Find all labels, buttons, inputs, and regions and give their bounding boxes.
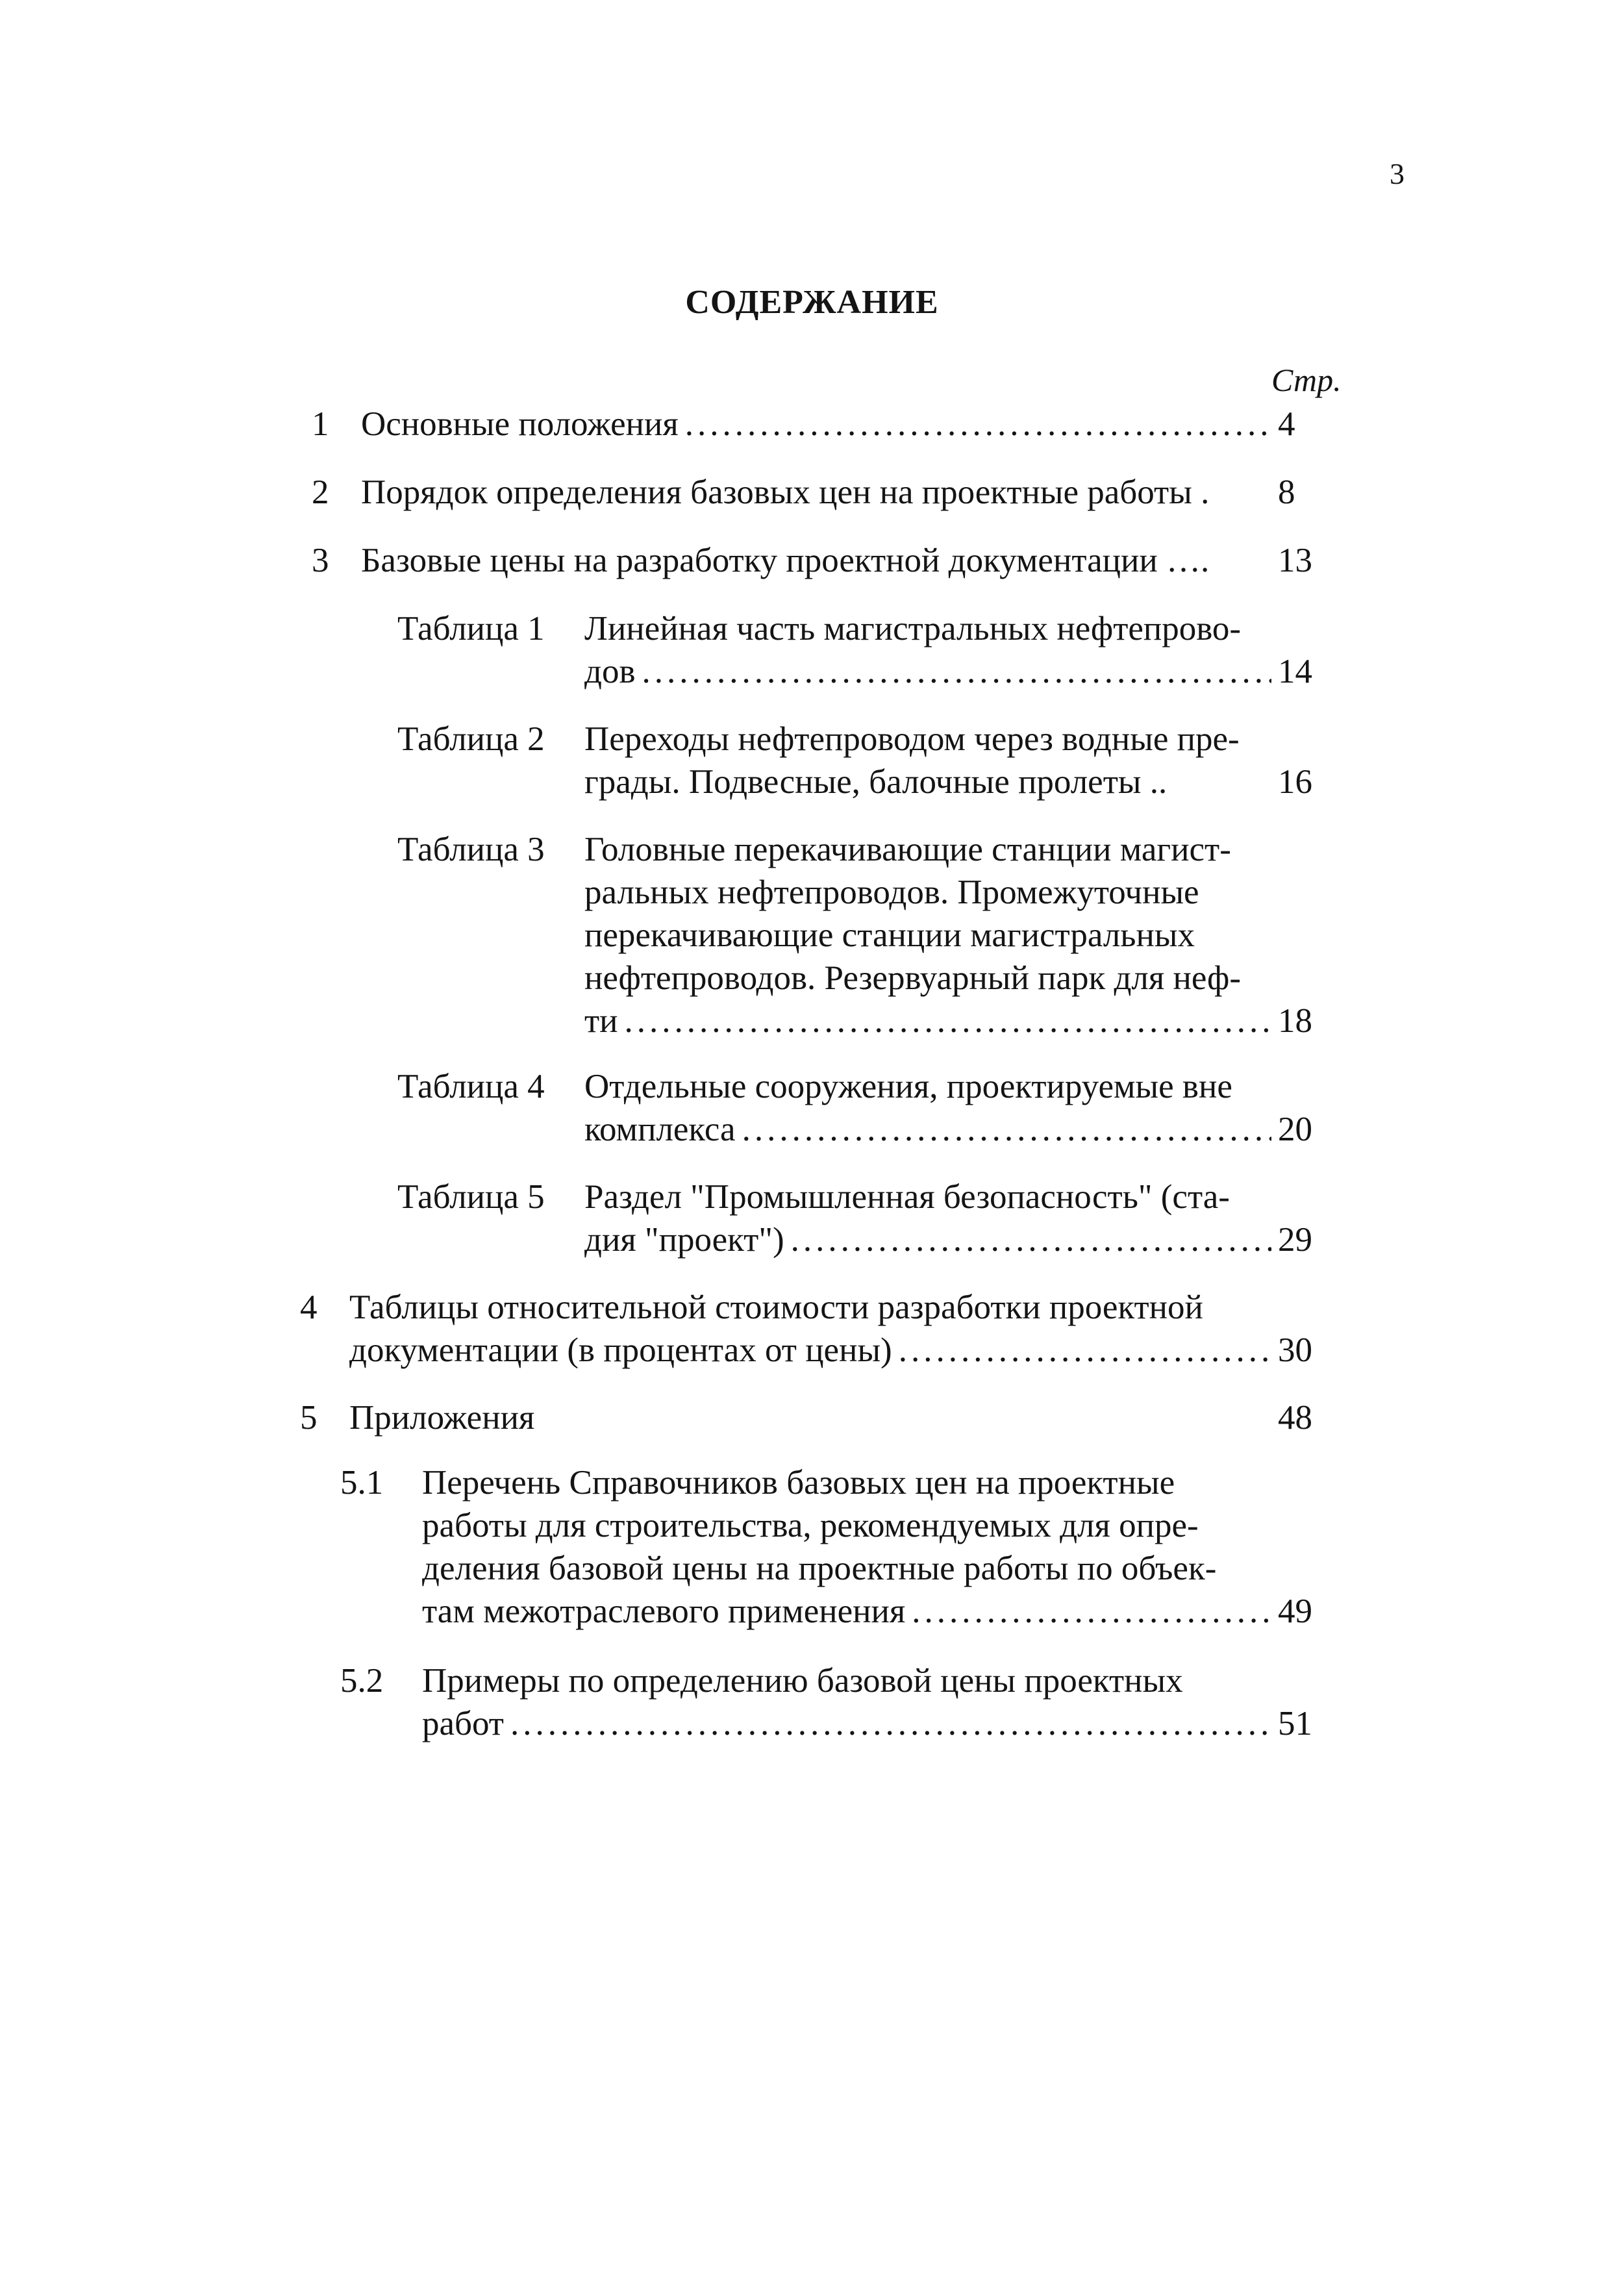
toc-page-number: 51	[1278, 1705, 1312, 1742]
toc-table-label: Таблица 1	[397, 610, 545, 647]
toc-entry-title: Таблицы относительной стоимости разработки проектной	[349, 1289, 1203, 1326]
leader-dots	[899, 1329, 1271, 1372]
toc-entry-number: 4	[300, 1289, 318, 1326]
toc-page-number: 13	[1278, 542, 1312, 579]
toc-entry-title: Базовые цены на разработку проектной документации ….	[361, 542, 1210, 579]
page-number: 3	[1390, 157, 1405, 190]
toc-page-number: 18	[1278, 1002, 1312, 1040]
leader-dots	[912, 1590, 1271, 1633]
toc-page-number: 8	[1278, 473, 1295, 511]
leader-dots	[642, 650, 1272, 693]
toc-page-number: 29	[1278, 1221, 1312, 1259]
toc-entry-number: 5.1	[340, 1464, 384, 1502]
toc-entry-title: там межотраслевого применения	[422, 1592, 906, 1630]
toc-entry-title: Основные положения	[361, 405, 679, 443]
toc-entry-title: дия "проект")	[584, 1221, 784, 1259]
toc-entry-title: нефтепроводов. Резервуарный парк для неф-	[584, 959, 1242, 997]
toc-entry-title: Перечень Справочников базовых цен на проектные	[422, 1464, 1175, 1502]
toc-page-number: 14	[1278, 653, 1312, 690]
toc-table-label: Таблица 3	[397, 831, 545, 868]
toc-table-label: Таблица 4	[397, 1068, 545, 1105]
toc-entry-number: 3	[312, 542, 329, 579]
toc-entry-title: Отдельные сооружения, проектируемые вне	[584, 1068, 1232, 1105]
toc-entry-title: работ	[422, 1705, 504, 1742]
toc-page-number: 20	[1278, 1111, 1312, 1148]
toc-page-number: 16	[1278, 763, 1312, 801]
page-column-header: Стр.	[1271, 362, 1342, 398]
toc-entry-title: грады. Подвесные, балочные пролеты ..	[584, 763, 1168, 801]
toc-entry-title: ти	[584, 1002, 618, 1040]
toc-entry-title: Примеры по определению базовой цены проектных	[422, 1662, 1183, 1700]
toc-entry-title: деления базовой цены на проектные работы по объек-	[422, 1550, 1217, 1587]
leader-dots	[791, 1218, 1271, 1261]
toc-page-number: 49	[1278, 1592, 1312, 1630]
toc-page-number: 48	[1278, 1399, 1312, 1437]
toc-entry-number: 5	[300, 1399, 318, 1437]
toc-entry-title: ральных нефтепроводов. Промежуточные	[584, 874, 1199, 911]
toc-entry-title: Переходы нефтепроводом через водные пре-	[584, 720, 1240, 758]
toc-entry-title: дов	[584, 653, 636, 690]
toc-entry-number: 2	[312, 473, 329, 511]
leader-dots	[625, 999, 1271, 1042]
toc-entry-number: 1	[312, 405, 329, 443]
toc-entry-title: документации (в процентах от цены)	[349, 1331, 892, 1369]
toc-table-label: Таблица 5	[397, 1178, 545, 1216]
toc-table-label: Таблица 2	[397, 720, 545, 758]
toc-entry-title: Порядок определения базовых цен на проектные работы .	[361, 473, 1210, 511]
toc-entry-title: Головные перекачивающие станции магист-	[584, 831, 1231, 868]
toc-page-number: 4	[1278, 405, 1295, 443]
page-title: СОДЕРЖАНИЕ	[685, 284, 939, 321]
toc-entry-title: перекачивающие станции магистральных	[584, 916, 1195, 954]
leader-dots	[510, 1702, 1271, 1745]
leader-dots	[685, 403, 1271, 446]
toc-entry-number: 5.2	[340, 1662, 384, 1700]
toc-page-number: 30	[1278, 1331, 1312, 1369]
toc-entry-title: Приложения	[349, 1399, 535, 1437]
toc-entry-title: Раздел "Промышленная безопасность" (ста-	[584, 1178, 1230, 1216]
toc-entry-title: комплекса	[584, 1111, 736, 1148]
toc-entry-title: Линейная часть магистральных нефтепрово-	[584, 610, 1242, 647]
leader-dots	[742, 1108, 1271, 1151]
toc-entry-title: работы для строительства, рекомендуемых для опре-	[422, 1507, 1199, 1544]
